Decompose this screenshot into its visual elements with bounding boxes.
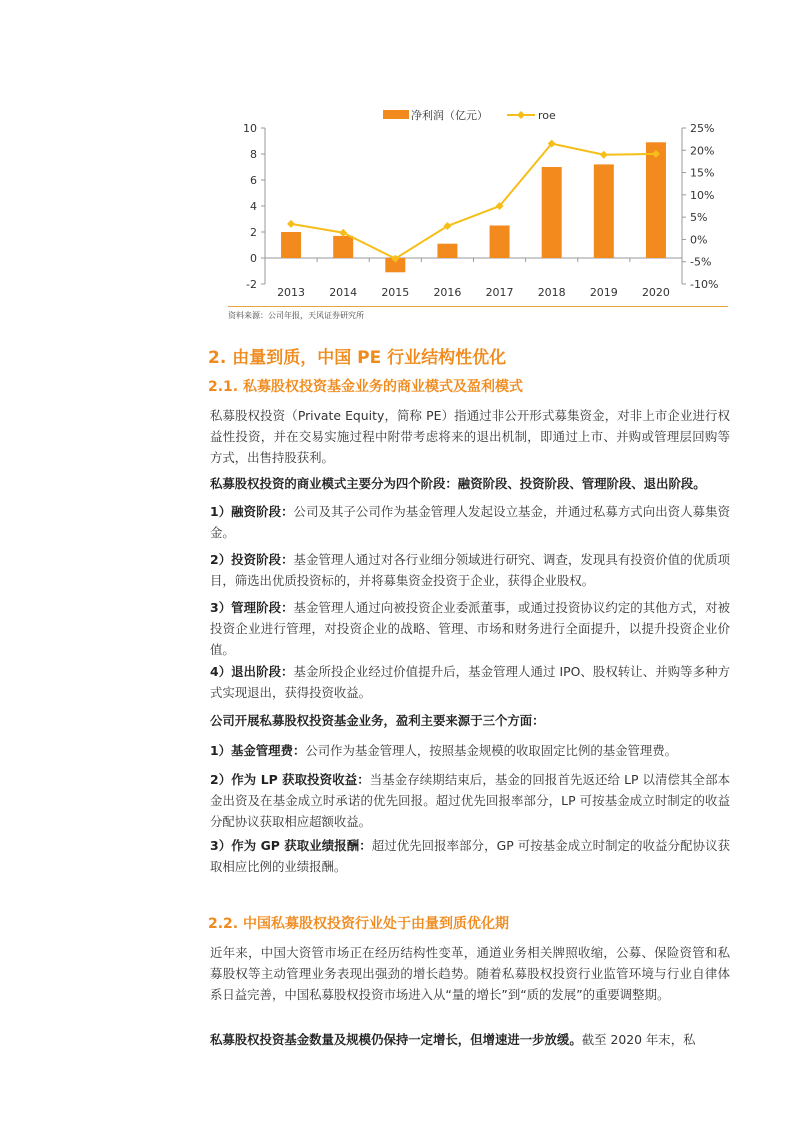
bar-2018 xyxy=(542,167,562,258)
stage-4-label: 4）退出阶段： xyxy=(210,664,294,679)
bar-2013 xyxy=(281,232,301,258)
bar-2019 xyxy=(594,164,614,258)
legend-line-label: roe xyxy=(538,109,556,122)
right-tick-label: 25% xyxy=(690,122,715,135)
left-tick-label: 6 xyxy=(250,174,257,187)
chart-source: 资料来源：公司年报，天风证券研究所 xyxy=(228,306,728,321)
source-3-text: 超过优先回报率部分，GP 可按基金成立时制定的收益分配协议获取相应比例的业绩报酬。 xyxy=(210,838,730,874)
bar-2020 xyxy=(646,142,666,258)
left-tick-label: 2 xyxy=(250,226,257,239)
x-tick-label: 2018 xyxy=(537,286,566,299)
left-tick-label: 0 xyxy=(250,252,257,265)
section-2-2-title: 2.2. 中国私募股权投资行业处于由量到质优化期 xyxy=(208,916,509,932)
bar-2014 xyxy=(333,236,353,258)
source-2-label: 2）作为 LP 获取投资收益： xyxy=(210,772,370,787)
left-tick-label: 8 xyxy=(250,148,257,161)
stage-4-paragraph xyxy=(210,661,730,703)
s22-scale-bold: 私募股权投资基金数量及规模仍保持一定增长，但增速进一步放缓。 xyxy=(210,1032,582,1047)
stage-1-paragraph xyxy=(210,501,730,543)
stage-1-label: 1）融资阶段： xyxy=(210,504,294,519)
s21-intro-paragraph: 私募股权投资（Private Equity，简称 PE）指通过非公开形式募集资金，对非上市企业进行权益性投资，并在交易实施过程中附带考虑将来的退出机制，即通过上市、并购或管理层回购等方式，出售持股获利。 xyxy=(210,408,730,465)
right-tick-label: 15% xyxy=(690,166,715,180)
profit-sources-summary-text: 公司开展私募股权投资基金业务，盈利主要来源于三个方面： xyxy=(210,713,545,728)
legend-line-marker xyxy=(517,111,525,119)
source-1-text: 公司作为基金管理人，按照基金规模的收取固定比例的基金管理费。 xyxy=(305,743,678,758)
stage-4-text: 基金所投企业经过价值提升后，基金管理人通过 IPO、股权转让、并购等多种方式实现退出，获得投资收益。 xyxy=(210,664,730,700)
x-tick-label: 2015 xyxy=(381,286,410,299)
section-2-title: 2. 由量到质，中国 PE 行业结构性优化 xyxy=(208,348,507,368)
right-tick-label: 10% xyxy=(690,188,715,202)
x-tick-label: 2017 xyxy=(485,286,514,299)
chart-svg xyxy=(205,100,730,305)
s22-scale-paragraph xyxy=(210,1029,730,1050)
right-tick-label: 20% xyxy=(690,144,715,158)
stage-1-text: 公司及其子公司作为基金管理人发起设立基金，并通过私募方式向出资人募集资金。 xyxy=(210,504,731,540)
s22-intro-paragraph: 近年来，中国大资管市场正在经历结构性变革，通道业务相关牌照收缩，公募、保险资管和私募股权等主动管理业务表现出强劲的增长趋势。随着私募股权投资行业监管环境与行业自律体系日益完善，中国私募股权投资市场进入从“量的增长”到“质的发展”的重要调整期。 xyxy=(210,945,730,1002)
roe-point-2013 xyxy=(287,220,295,228)
bar-2016 xyxy=(437,244,457,258)
source-2-text: 当基金存续期结束后，基金的回报首先返还给 LP 以清偿其全部本金出资及在基金成立时承诺的优先回报。超过优先回报率部分，LP 可按基金成立时制定的收益分配协议获取相应超额收益。 xyxy=(210,772,730,829)
source-1-paragraph xyxy=(210,740,730,761)
roe-point-2014 xyxy=(339,229,347,237)
stage-3-label: 3）管理阶段： xyxy=(210,600,294,615)
s22-scale-text: 截至 2020 年末，私 xyxy=(581,1032,696,1047)
left-tick-label: -2 xyxy=(246,278,257,291)
stage-3-text: 基金管理人通过向被投资企业委派董事，或通过投资协议约定的其他方式，对被投资企业进行管理，对投资企业的战略、管理、市场和财务进行全面提升，以提升投资企业价值。 xyxy=(210,600,731,657)
section-2-1-title: 2.1. 私募股权投资基金业务的商业模式及盈利模式 xyxy=(208,379,523,395)
source-3-label: 3）作为 GP 获取业绩报酬： xyxy=(210,838,372,853)
right-tick-label: -10% xyxy=(690,278,719,291)
left-tick-label: 10 xyxy=(243,122,257,135)
left-tick-label: 4 xyxy=(250,200,257,213)
stage-2-label: 2）投资阶段： xyxy=(210,552,294,567)
source-3-paragraph xyxy=(210,835,730,877)
right-tick-label: 5% xyxy=(690,211,708,225)
profit-sources-summary xyxy=(210,710,730,731)
source-2-paragraph xyxy=(210,769,730,832)
stage-2-paragraph xyxy=(210,549,730,591)
source-1-label: 1）基金管理费： xyxy=(210,743,306,758)
x-tick-label: 2016 xyxy=(433,286,462,299)
roe-point-2019 xyxy=(600,151,608,159)
right-tick-label: -5% xyxy=(690,255,712,269)
stage-3-paragraph xyxy=(210,597,730,660)
s21-model-summary xyxy=(210,473,730,494)
right-tick-label: 0% xyxy=(690,233,708,247)
profit-roe-chart xyxy=(205,100,730,305)
x-tick-label: 2013 xyxy=(277,286,306,299)
legend-bar-label: 净利润（亿元） xyxy=(411,109,488,122)
legend-bar-swatch xyxy=(383,110,409,119)
bar-2017 xyxy=(490,226,510,259)
x-tick-label: 2020 xyxy=(641,286,670,299)
stage-2-text: 基金管理人通过对各行业细分领域进行研究、调查，发现具有投资价值的优质项目，筛选出优质投资标的，并将募集资金投资于企业，获得企业股权。 xyxy=(210,552,731,588)
x-tick-label: 2019 xyxy=(589,286,618,299)
s21-model-summary-text: 私募股权投资的商业模式主要分为四个阶段：融资阶段、投资阶段、管理阶段、退出阶段。 xyxy=(210,476,706,491)
x-tick-label: 2014 xyxy=(329,286,358,299)
